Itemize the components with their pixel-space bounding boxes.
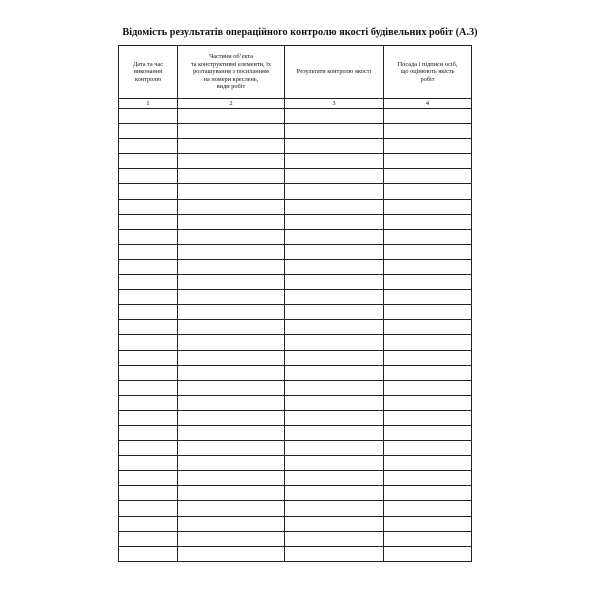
column-header-object-parts-text: Частини об’єкта та конструктивні елементи, їх розташування з посиланням на номери креслень, види робіт: [190, 53, 272, 91]
table-row: [119, 214, 472, 229]
table-cell: [285, 335, 384, 350]
table-row: [119, 335, 472, 350]
table-cell: [384, 154, 472, 169]
table-cell: [384, 229, 472, 244]
table-cell: [384, 471, 472, 486]
column-header-date-text: Дата та час виконання контролю: [132, 60, 164, 83]
table-cell: [178, 154, 285, 169]
table-cell: [285, 350, 384, 365]
table-cell: [178, 184, 285, 199]
table-row: [119, 350, 472, 365]
table-cell: [384, 184, 472, 199]
table-cell: [119, 154, 178, 169]
table-cell: [178, 214, 285, 229]
table-row: [119, 380, 472, 395]
table-cell: [285, 169, 384, 184]
table-cell: [384, 456, 472, 471]
table-cell: [178, 425, 285, 440]
table-cell: [384, 350, 472, 365]
table-cell: [119, 441, 178, 456]
table-cell: [285, 410, 384, 425]
table-cell: [285, 425, 384, 440]
table-cell: [285, 501, 384, 516]
table-cell: [285, 199, 384, 214]
table-cell: [285, 380, 384, 395]
table-cell: [285, 486, 384, 501]
table-cell: [285, 109, 384, 124]
table-cell: [384, 410, 472, 425]
table-cell: [119, 124, 178, 139]
table-cell: [119, 546, 178, 561]
table-row: [119, 124, 472, 139]
table-cell: [285, 259, 384, 274]
table-row: [119, 531, 472, 546]
table-row: [119, 290, 472, 305]
table-cell: [384, 214, 472, 229]
table-cell: [119, 214, 178, 229]
table-row: [119, 229, 472, 244]
table-cell: [119, 305, 178, 320]
table-row: [119, 456, 472, 471]
quality-control-table: [118, 45, 472, 562]
table-cell: [384, 199, 472, 214]
table-cell: [178, 320, 285, 335]
table-cell: [384, 290, 472, 305]
table-cell: [119, 425, 178, 440]
table-cell: [384, 516, 472, 531]
column-header-object-parts: [178, 46, 285, 99]
table-row: [119, 259, 472, 274]
table-header-row: [119, 46, 472, 99]
table-cell: [119, 335, 178, 350]
table-cell: [178, 501, 285, 516]
column-header-signatures: [384, 46, 472, 99]
table-cell: [178, 350, 285, 365]
table-cell: [384, 259, 472, 274]
table-cell: [285, 139, 384, 154]
table-cell: [119, 275, 178, 290]
table-cell: [119, 501, 178, 516]
table-row: [119, 305, 472, 320]
column-number: 1: [119, 99, 178, 109]
table-cell: [384, 320, 472, 335]
table-cell: [119, 471, 178, 486]
table-cell: [384, 395, 472, 410]
table-cell: [119, 199, 178, 214]
table-cell: [119, 410, 178, 425]
column-number: 4: [384, 99, 472, 109]
table-row: [119, 546, 472, 561]
table-cell: [384, 486, 472, 501]
table-row: [119, 516, 472, 531]
table-cell: [178, 124, 285, 139]
table-row: [119, 320, 472, 335]
table-cell: [285, 516, 384, 531]
table-cell: [285, 441, 384, 456]
table-cell: [178, 380, 285, 395]
table-cell: [178, 441, 285, 456]
table-cell: [178, 244, 285, 259]
table-row: [119, 109, 472, 124]
table-cell: [178, 486, 285, 501]
table-cell: [384, 425, 472, 440]
table-cell: [384, 169, 472, 184]
table-cell: [119, 365, 178, 380]
column-number: 2: [178, 99, 285, 109]
table-row: [119, 154, 472, 169]
table-row: [119, 365, 472, 380]
table-cell: [178, 305, 285, 320]
table-cell: [178, 169, 285, 184]
table-cell: [285, 471, 384, 486]
table-cell: [119, 350, 178, 365]
table-cell: [285, 275, 384, 290]
table-cell: [384, 441, 472, 456]
table-cell: [384, 365, 472, 380]
table-cell: [178, 410, 285, 425]
table-cell: [384, 531, 472, 546]
table-cell: [285, 395, 384, 410]
table-cell: [178, 199, 285, 214]
table-cell: [384, 380, 472, 395]
table-cell: [178, 259, 285, 274]
table-cell: [119, 229, 178, 244]
table-cell: [178, 395, 285, 410]
table-cell: [119, 320, 178, 335]
table-row: [119, 441, 472, 456]
table-cell: [178, 275, 285, 290]
table-cell: [178, 229, 285, 244]
table-cell: [178, 290, 285, 305]
table-cell: [384, 109, 472, 124]
table-cell: [178, 546, 285, 561]
table-cell: [119, 531, 178, 546]
table-cell: [384, 335, 472, 350]
table-cell: [119, 244, 178, 259]
column-header-signatures-text: Посада і підписи осіб, що оцінюють якість робіт: [397, 60, 458, 83]
table-cell: [119, 395, 178, 410]
table-cell: [285, 365, 384, 380]
table-row: [119, 184, 472, 199]
table-cell: [178, 456, 285, 471]
table-cell: [285, 214, 384, 229]
table-row: [119, 275, 472, 290]
table-cell: [384, 275, 472, 290]
table-cell: [178, 471, 285, 486]
column-number-row: [119, 99, 472, 109]
table-cell: [119, 456, 178, 471]
table-row: [119, 471, 472, 486]
table-cell: [384, 124, 472, 139]
table-cell: [285, 184, 384, 199]
table-cell: [119, 380, 178, 395]
table-cell: [285, 456, 384, 471]
table-cell: [285, 290, 384, 305]
table-cell: [178, 516, 285, 531]
table-cell: [119, 290, 178, 305]
table-cell: [119, 259, 178, 274]
table-cell: [119, 486, 178, 501]
table-cell: [384, 305, 472, 320]
column-header-date: [119, 46, 178, 99]
table-cell: [285, 229, 384, 244]
table-cell: [178, 109, 285, 124]
table-row: [119, 486, 472, 501]
table-cell: [384, 546, 472, 561]
table-row: [119, 199, 472, 214]
table-cell: [178, 365, 285, 380]
table-cell: [119, 109, 178, 124]
table-row: [119, 425, 472, 440]
table-cell: [285, 305, 384, 320]
table-cell: [384, 139, 472, 154]
table-row: [119, 244, 472, 259]
table-cell: [119, 184, 178, 199]
table-cell: [119, 169, 178, 184]
document-title: Відомість результатів операційного контролю якості будівельних робіт (А.3): [122, 27, 478, 38]
table-cell: [178, 531, 285, 546]
table-cell: [178, 139, 285, 154]
table-cell: [384, 244, 472, 259]
table-cell: [178, 335, 285, 350]
table-row: [119, 501, 472, 516]
table-cell: [285, 320, 384, 335]
table-row: [119, 410, 472, 425]
table-cell: [384, 501, 472, 516]
column-header-results-text: Результати контролю якості: [296, 68, 372, 76]
table-cell: [119, 516, 178, 531]
table-cell: [285, 124, 384, 139]
table-row: [119, 169, 472, 184]
column-header-results: [285, 46, 384, 99]
table-cell: [285, 244, 384, 259]
table-row: [119, 395, 472, 410]
table-row: [119, 139, 472, 154]
table-cell: [285, 154, 384, 169]
column-number: 3: [285, 99, 384, 109]
table-cell: [285, 546, 384, 561]
table-cell: [285, 531, 384, 546]
table-cell: [119, 139, 178, 154]
